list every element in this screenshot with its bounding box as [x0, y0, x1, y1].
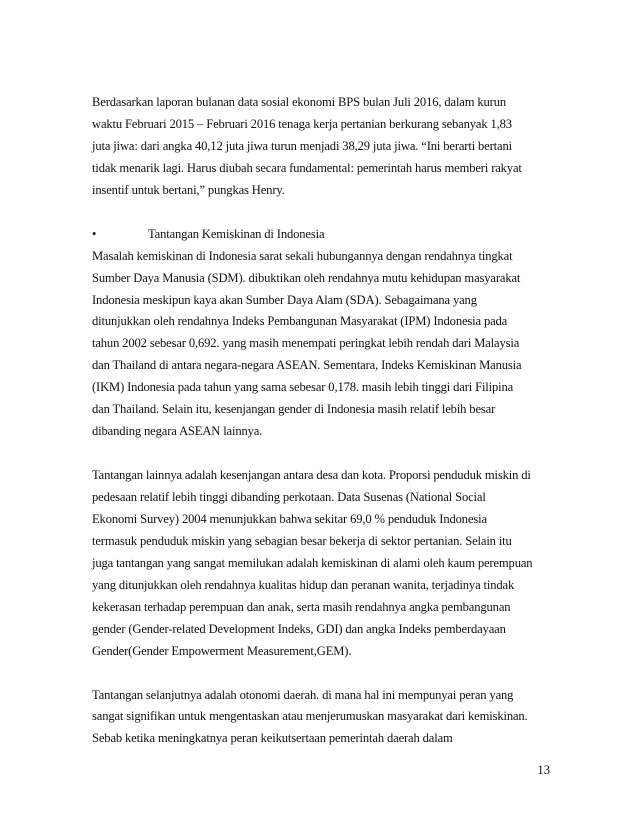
- text-line: Gender(Gender Empowerment Measurement,GEM).: [92, 644, 352, 658]
- text-line: ditunjukkan oleh rendahnya Indeks Pembangunan Masyarakat (IPM) Indonesia pada: [92, 314, 508, 328]
- text-line: Sebab ketika meningkatnya peran keikutsertaan pemerintah daerah dalam: [92, 731, 453, 745]
- text-line: Indonesia meskipun kaya akan Sumber Daya Alam (SDA). Sebagaimana yang: [92, 293, 477, 307]
- section-heading: Tantangan Kemiskinan di Indonesia: [148, 227, 325, 241]
- text-line: kekerasan terhadap perempuan dan anak, serta masih rendahnya angka pembangunan: [92, 600, 511, 614]
- text-line: tidak menarik lagi. Harus diubah secara fundamental: pemerintah harus memberi rakyat: [92, 161, 522, 175]
- text-line: gender (Gender-related Development Indeks, GDI) dan angka Indeks pemberdayaan: [92, 622, 506, 636]
- text-line: dan Thailand di antara negara-negara ASEAN. Sementara, Indeks Kemiskinan Manusia: [92, 358, 522, 372]
- text-line: Masalah kemiskinan di Indonesia sarat sekali hubungannya dengan rendahnya tingkat: [92, 249, 513, 263]
- text-line: dan Thailand. Selain itu, kesenjangan gender di Indonesia masih relatif lebih besar: [92, 402, 496, 416]
- text-line: dibanding negara ASEAN lainnya.: [92, 424, 263, 438]
- text-line: juga tantangan yang sangat memilukan adalah kemiskinan di alami oleh kaum perempuan: [92, 556, 533, 570]
- text-line: waktu Februari 2015 – Februari 2016 tenaga kerja pertanian berkurang sebanyak 1,83: [92, 117, 512, 131]
- text-line: Berdasarkan laporan bulanan data sosial ekonomi BPS bulan Juli 2016, dalam kurun: [92, 95, 507, 109]
- text-line: pedesaan relatif lebih tinggi dibanding perkotaan. Data Susenas (National Social: [92, 490, 486, 504]
- text-line: juta jiwa: dari angka 40,12 juta jiwa turun menjadi 38,29 juta jiwa. “Ini berarti bertani: [92, 139, 512, 153]
- text-line: Tantangan lainnya adalah kesenjangan antara desa dan kota. Proporsi penduduk miskin di: [92, 468, 531, 482]
- text-line: yang ditunjukkan oleh rendahnya kualitas hidup dan peranan wanita, terjadinya tindak: [92, 578, 515, 592]
- bullet-icon: •: [92, 227, 97, 241]
- text-line: Sumber Daya Manusia (SDM). dibuktikan oleh rendahnya mutu kehidupan masyarakat: [92, 271, 521, 285]
- page-number: 13: [537, 763, 550, 777]
- text-line: sangat signifikan untuk mengentaskan atau menjerumuskan masyarakat dari kemiskinan.: [92, 709, 528, 723]
- text-line: tahun 2002 sebesar 0,692. yang masih menempati peringkat lebih rendah dari Malaysia: [92, 336, 520, 350]
- text-line: insentif untuk bertani,” pungkas Henry.: [92, 183, 285, 197]
- text-line: (IKM) Indonesia pada tahun yang sama sebesar 0,178. masih lebih tinggi dari Filipina: [92, 380, 514, 394]
- text-line: Ekonomi Survey) 2004 menunjukkan bahwa sekitar 69,0 % penduduk Indonesia: [92, 512, 487, 526]
- text-line: termasuk penduduk miskin yang sebagian besar bekerja di sektor pertanian. Selain itu: [92, 534, 512, 548]
- text-line: Tantangan selanjutnya adalah otonomi daerah. di mana hal ini mempunyai peran yang: [92, 688, 514, 702]
